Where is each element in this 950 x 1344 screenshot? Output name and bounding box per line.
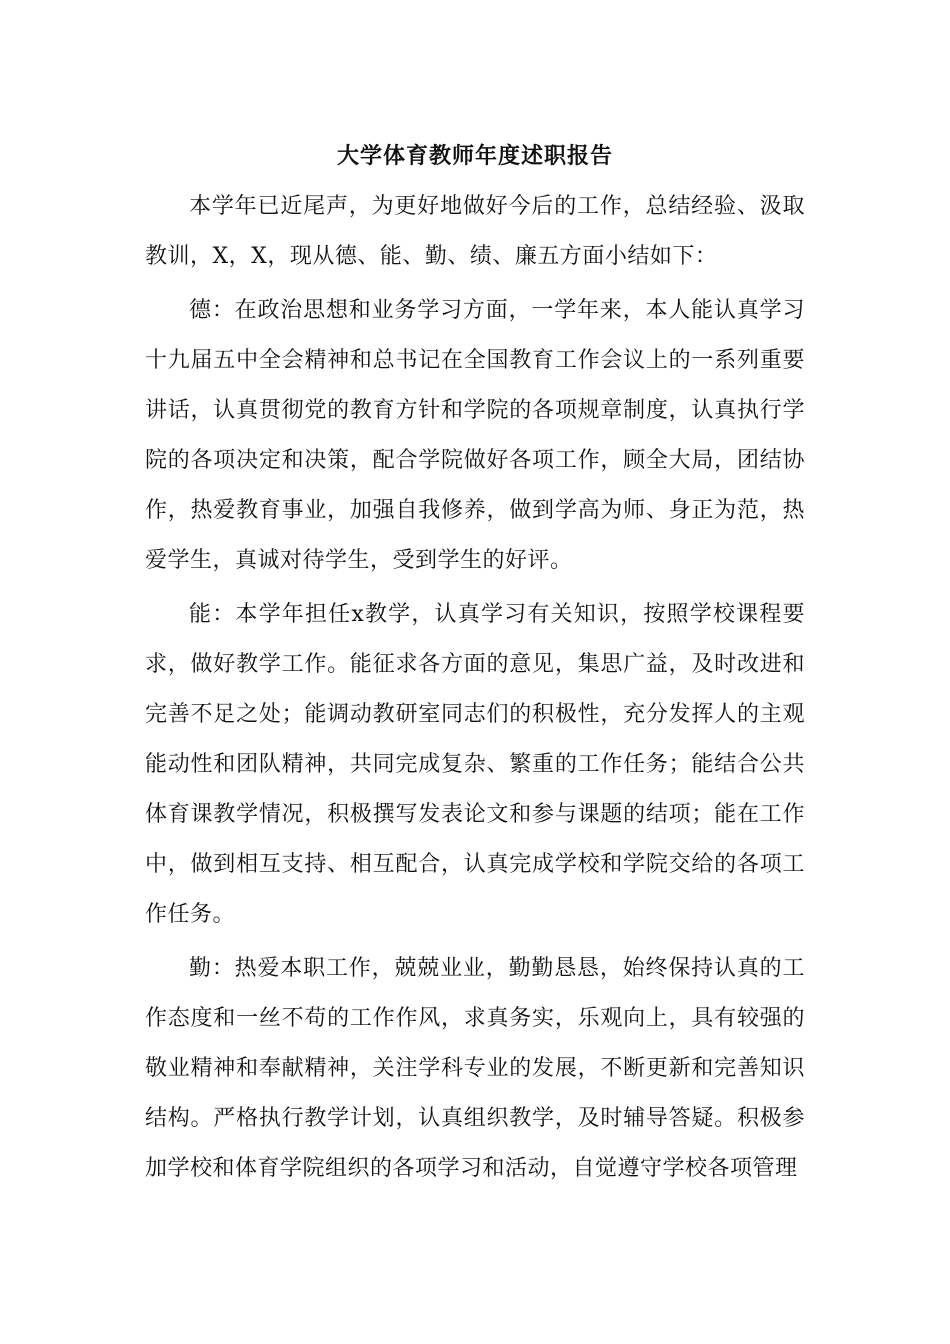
paragraph-de: 德：在政治思想和业务学习方面，一学年来，本人能认真学习十九届五中全会精神和总书记在全国教育工作会议上的一系列重要讲话，认真贯彻党的教育方针和学院的各项规章制度，认真执行学院的各项决定和决策，配合学院做好各项工作，顾全大局，团结协作，热爱教育事业，加强自我修养，做到学高为师、身正为范，热爱学生，真诚对待学生，受到学生的好评。 — [145, 298, 805, 573]
paragraph-intro: 本学年已近尾声，为更好地做好今后的工作，总结经验、汲取教训，X，X，现从德、能、勤、绩、廉五方面小结如下： — [145, 194, 805, 269]
document-title: 大学体育教师年度述职报告 — [336, 143, 613, 169]
document-page — [145, 140, 805, 1198]
paragraph-qin: 勤：热爱本职工作，兢兢业业，勤勤恳恳，始终保持认真的工作态度和一丝不苟的工作作风，求真务实，乐观向上，具有较强的敬业精神和奉献精神，关注学科专业的发展，不断更新和完善知识结构。严格执行教学计划，认真组织教学，及时辅导答疑。积极参加学校和体育学院组织的各项学习和活动，自觉遵守学校各项管理 — [145, 956, 805, 1181]
paragraph-neng: 能：本学年担任x教学，认真学习有关知识，按照学校课程要求，做好教学工作。能征求各方面的意见，集思广益，及时改进和完善不足之处；能调动教研室同志们的积极性，充分发挥人的主观能动性和团队精神，共同完成复杂、繁重的工作任务；能结合公共体育课教学情况，积极撰写发表论文和参与课题的结项；能在工作中，做到相互支持、相互配合，认真完成学校和学院交给的各项工作任务。 — [145, 602, 805, 927]
